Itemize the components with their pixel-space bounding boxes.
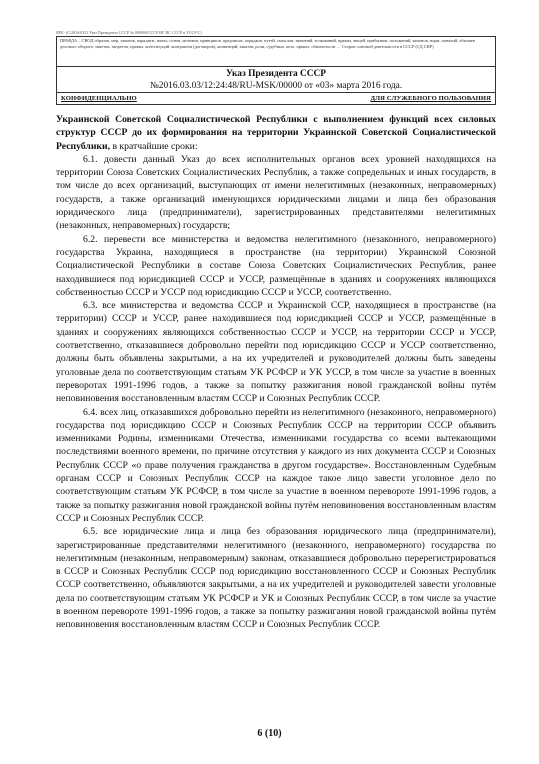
item-6-4: 6.4. всех лиц, отказавшихся добровольно перейти из нелегитимного (незаконного, неправомерного) государства под юрисдикцию СССР и Союзных Республик СССР на территории СССР объявить изменниками Родины, изменниками Отечества, изменниками государства со всеми вытекающими последствиями военного времени, по причине отсутствия у каждого из них документа СССР и Союзных Республик СССР «о праве получения гражданства в другом государстве». Восстановленным Судебным органам СССР и Союзных Республик СССР на каждое такое лицо завести уголовное дело по соответствующим статьям УК РСФСР, в том числе за участие в военном перевороте 1991-1996 годов, а также за попытку разжигания новой гражданской войны путём неповиновения восстановленным властям СССР и Союзных Республик СССР. <box>56 406 496 524</box>
header-title-block <box>57 67 495 93</box>
confidential-label: КОНФИДЕНЦИАЛЬНО <box>61 95 137 102</box>
intro-rest-text: в кратчайшие сроки: <box>110 140 198 152</box>
header-keywords: ПРАВДА – СВОД образов, мер, законов, парадигм, начал, основ, мотивов, принципов, предписов, порядков, путей, смыслов, значений, толкований, правил, вещей, прибытков, положений, канонов, норм, понятий, обычаев делового оборота, заметок, запретов, правил, конституций, контрактов (договоров), конвенций, заказов, роли, судебных, котл, приказ, обязательств … Сторон союзной деятельности в СССР (СД СВР) <box>57 37 495 67</box>
document-body <box>56 113 496 632</box>
document-header <box>56 36 496 105</box>
document-meta-line: ЯЕЕ- (С/2016/0331 Указ Президента СССР № 000000/СССР ИС ВС СССР в УССР С) <box>56 30 202 35</box>
item-6-3: 6.3. все министерства и ведомства СССР и Украинской ССР, находящиеся в пространстве (на территории) СССР и УССР, ранее находившиеся под юрисдикцией СССР и УССР, размещённые в зданиях и сооружениях являющихся собственностью СССР и УССР, на территории СССР и УССР, соответственно, отказавшиеся добровольно перейти под юрисдикцию СССР и УССР соответственно, должны быть объявлены закрытыми, а на их учредителей и руководителей должны быть заведены уголовные дела по соответствующим статьям УК РСФСР и УК УССР, в том числе за участие в военных переворотах 1991-1996 годов, а также за попытку разжигания новой гражданской войны путём неповиновения восстановленным властям СССР и Союзных Республик СССР. <box>56 300 496 405</box>
item-6-2: 6.2. перевести все министерства и ведомства нелегитимного (незаконного, неправомерного) государства Украина, находящиеся в пространстве (на территории) Украинской Союзной Социалистической Республики в составе Союза Советских Социалистических Республик, ранее находившиеся под юрисдикцией СССР и УССР, размещённые в зданиях и сооружениях являющихся собственностью СССР и УССР под юрисдикцию СССР и УССР, соответственно. <box>56 233 496 298</box>
item-6-5: 6.5. все юридические лица и лица без образования юридического лица (предприниматели), зарегистрированные представителями нелегитимного (незаконного, неправомерного) государства по нелегитимным (незаконным, неправомерным) законам, отказавшиеся добровольно перерегистрироваться в СССР и Союзных Республик СССР под юрисдикцию восстановленного СССР и Союзных Республик СССР соответственно, объявляются закрытыми, а на их учредителей и руководителей завести уголовные дела по соответствующим статьям УК РСФСР и УК и Союзных Республик СССР, в том числе за участие в военном перевороте 1991-1996 годов, а также за попытку разжигания новой гражданской войны путём неповиновения восстановленным властям СССР и Союзных Республик СССР. <box>56 526 496 631</box>
intro-paragraph <box>56 113 496 153</box>
document-number: №2016.03.03/12:24:48/RU-MSK/00000 от «03» марта 2016 года. <box>149 81 403 91</box>
official-use-label: ДЛЯ СЛУЖЕБНОГО ПОЛЬЗОВАНИЯ <box>370 95 491 102</box>
page-number: 6 (10) <box>257 728 282 739</box>
item-6-1: 6.1. довести данный Указ до всех исполнительных органов всех уровней находящихся на территории Союза Советских Социалистических Республик, а также сопредельных и иных государств, в том числе до всех организаций, выступающих от имени нелегитимных (незаконных, неправомерных) государств, а также организаций именующихся юридическими лицами и лица без образования юридического лица (предприниматели), зарегистрированных представителями нелегитимных (незаконных, неправомерных) государств; <box>56 153 496 232</box>
header-classification <box>57 93 495 104</box>
document-title: Указ Президента СССР <box>225 69 327 79</box>
intro-bold-text: Украинской Советской Социалистической Республики с выполнением функций всех силовых структур СССР до их формирования на территории Украинской Советской Социалистической Республики, <box>56 114 496 152</box>
